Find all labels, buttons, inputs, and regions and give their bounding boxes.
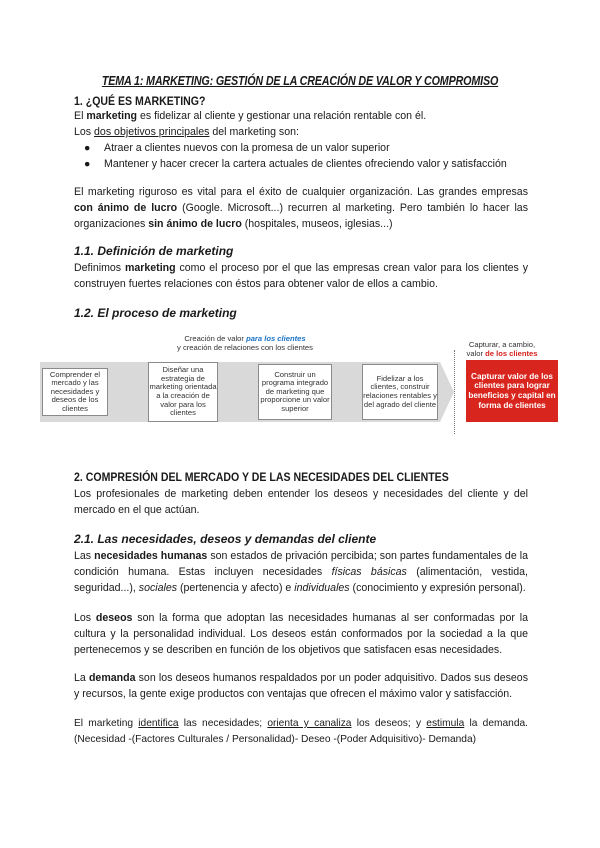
importance-paragraph: El marketing riguroso es vital para el éxito de cualquier organización. Las grandes empresas con ánimo de lucro (Google. Microsoft...) recurren al marketing. Pero también lo hacer las organizaciones sin ánimo de lucro (hospitales, museos, iglesias...) bbox=[74, 186, 528, 230]
demand-paragraph: La demanda son los deseos humanos respaldados por un poder adquisitivo. Dados sus deseos y recursos, la gente exige productos con ventajas que ofrecen el máximo valor y satisfacción. bbox=[74, 672, 528, 700]
process-step-4: Fidelizar a los clientes, construir relaciones rentables y del agrado del cliente bbox=[362, 364, 438, 420]
marketing-definition: El marketing es fidelizar al cliente y gestionar una relación rentable con él. bbox=[74, 110, 427, 122]
document-title: TEMA 1: MARKETING: GESTIÓN DE LA CREACIÓN DE VALOR Y COMPROMISO bbox=[101, 74, 499, 88]
process-step-1: Comprender el mercado y las necesidades y deseos de los clientes bbox=[42, 368, 108, 416]
capture-value-box: Capturar valor de los clientes para lograr beneficios y capital en forma de clientes bbox=[466, 360, 558, 422]
bullet-icon: ● bbox=[84, 158, 91, 170]
definition-paragraph: Definimos marketing como el proceso por el que las empresas crean valor para los clientes y construyen fuertes relaciones con éstos para obtener valor de ellos a cambio. bbox=[74, 262, 528, 290]
bullet-item: ● Mantener y hacer crecer la cartera actuales de clientes ofreciendo valor y satisfacción bbox=[84, 158, 507, 170]
bullet-item: ● Atraer a clientes nuevos con la promesa de un valor superior bbox=[84, 142, 390, 154]
marketing-role-paragraph: El marketing identifica las necesidades; orienta y canaliza los deseos; y estimula la demanda. (Necesidad -(Factores Culturales / Personalidad)- Deseo -(Poder Adquisitivo)- Demanda) bbox=[74, 718, 528, 745]
divider-line bbox=[454, 350, 455, 434]
needs-paragraph: Las necesidades humanas son estados de privación percibida; son partes fundamentales de la condición humana. Estas incluyen necesidades físicas básicas (alimentación, vestida, seguridad...), sociales (pertenencia y afecto) e individuales (conocimiento y expresión personal). bbox=[74, 550, 529, 594]
diagram-right-caption: Capturar, a cambio, valor de los clientes bbox=[466, 340, 538, 358]
process-step-3: Construir un programa integrado de marketing que proporcione un valor superior bbox=[258, 364, 332, 420]
section-2-1-heading: 2.1. Las necesidades, deseos y demandas del cliente bbox=[74, 532, 377, 546]
section-1-2-heading: 1.2. El proceso de marketing bbox=[74, 306, 237, 320]
section-2-paragraph: Los profesionales de marketing deben entender los deseos y necesidades del cliente y del mercado en el que actúan. bbox=[74, 488, 528, 516]
arrow-head-icon bbox=[440, 362, 454, 422]
marketing-process-diagram bbox=[40, 330, 560, 440]
objectives-intro: Los dos objetivos principales del marketing son: bbox=[74, 126, 299, 138]
bullet-icon: ● bbox=[84, 142, 91, 154]
process-step-2: Diseñar una estrategia de marketing orientada a la creación de valor para los clientes bbox=[148, 362, 218, 422]
wants-paragraph: Los deseos son la forma que adoptan las necesidades humanas al ser conformadas por la cultura y la personalidad individual. Los deseos están conformados por la sociedad a la que pertenecemos y se describen en función de los objetivos que satisfacen esas necesidades. bbox=[74, 612, 528, 656]
diagram-top-caption: Creación de valor para los clientes y creación de relaciones con los clientes bbox=[177, 334, 313, 352]
section-1-1-heading: 1.1. Definición de marketing bbox=[74, 244, 234, 258]
section-2-heading: 2. COMPRESIÓN DEL MERCADO Y DE LAS NECESIDADES DEL CLIENTES bbox=[74, 470, 449, 484]
section-1-heading: 1. ¿QUÉ ES MARKETING? bbox=[74, 94, 206, 108]
